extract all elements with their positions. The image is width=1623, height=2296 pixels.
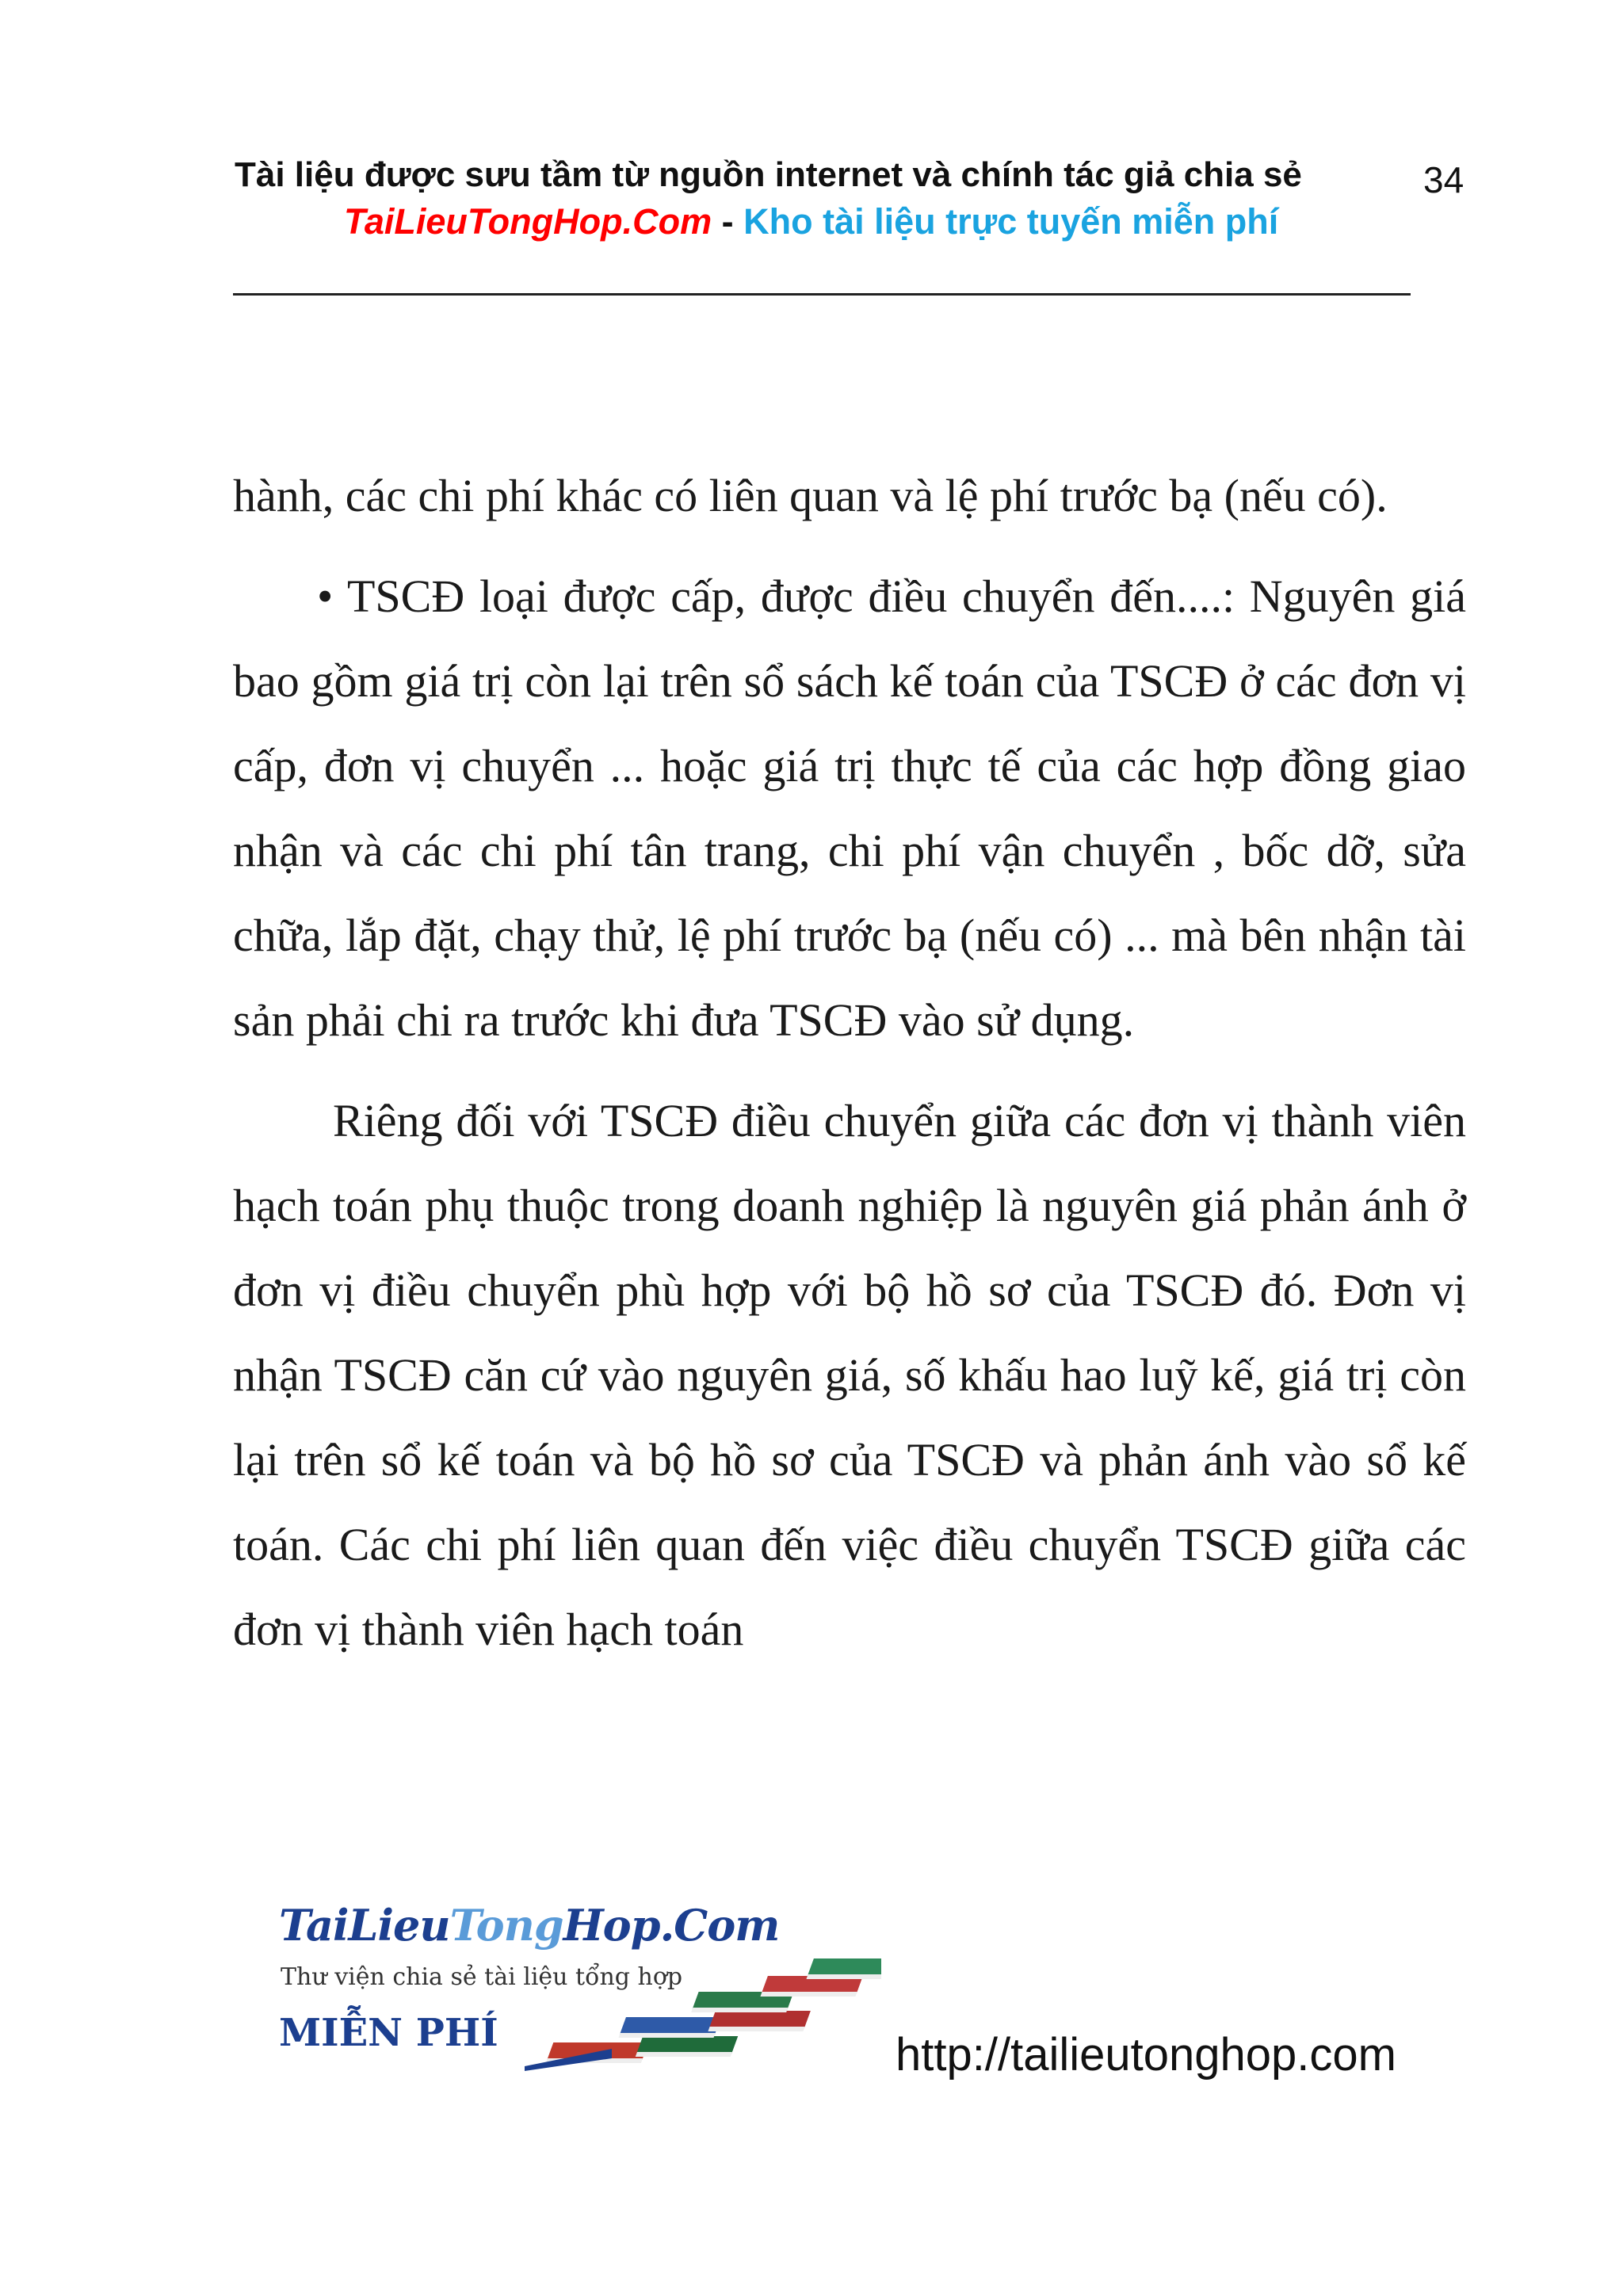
header-separator: - xyxy=(712,201,744,242)
brand-link[interactable]: TaiLieuTongHop.Com xyxy=(344,201,712,242)
page-number: 34 xyxy=(1423,159,1465,200)
logo-free-label: MIỄN PHÍ xyxy=(279,2011,498,2055)
header-tagline: Kho tài liệu trực tuyến miễn phí xyxy=(743,201,1279,242)
website-url-link[interactable]: http://tailieutonghop.com xyxy=(896,2029,1396,2081)
books-icon xyxy=(517,1947,881,2074)
document-body xyxy=(233,453,1466,1688)
paragraph-1: hành, các chi phí khác có liên quan và lệ phí trước bạ (nếu có). xyxy=(233,470,1388,521)
paragraph-2: • TSCĐ loại được cấp, được điều chuyển đến....: Nguyên giá bao gồm giá trị còn lại trên sổ sách kế toán của TSCĐ ở các đơn vị cấp, đơn vị chuyển ... hoặc giá trị thực tế của các hợp đồng giao nhận và các chi phí tân trang, chi phí vận chuyển , bốc dỡ, sửa chữa, lắp đặt, chạy thử, lệ phí trước bạ (nếu có) ... mà bên nhận tài sản phải chi ra trước khi đưa TSCĐ vào sử dụng. xyxy=(233,570,1466,1046)
logo-wordmark: TaiLieuTongHop.Com xyxy=(279,1900,780,1951)
logo-subtitle: Thư viện chia sẻ tài liệu tổng hợp xyxy=(281,1963,683,1991)
header-title: Tài liệu được sưu tầm từ nguồn internet và chính tác giả chia sẻ xyxy=(235,155,1302,194)
header-divider xyxy=(233,293,1411,296)
header-subtitle xyxy=(344,201,1278,242)
paragraph-3: Riêng đối với TSCĐ điều chuyển giữa các đơn vị thành viên hạch toán phụ thuộc trong doanh nghiệp là nguyên giá phản ánh ở đơn vị điều chuyển phù hợp với bộ hồ sơ của TSCĐ đó. Đơn vị nhận TSCĐ căn cứ vào nguyên giá, số khấu hao luỹ kế, giá trị còn lại trên sổ kế toán và bộ hồ sơ của TSCĐ và phản ánh vào sổ kế toán. Các chi phí liên quan đến việc điều chuyển TSCĐ giữa các đơn vị thành viên hạch toán xyxy=(233,1095,1466,1655)
footer-logo[interactable] xyxy=(279,1900,881,2074)
